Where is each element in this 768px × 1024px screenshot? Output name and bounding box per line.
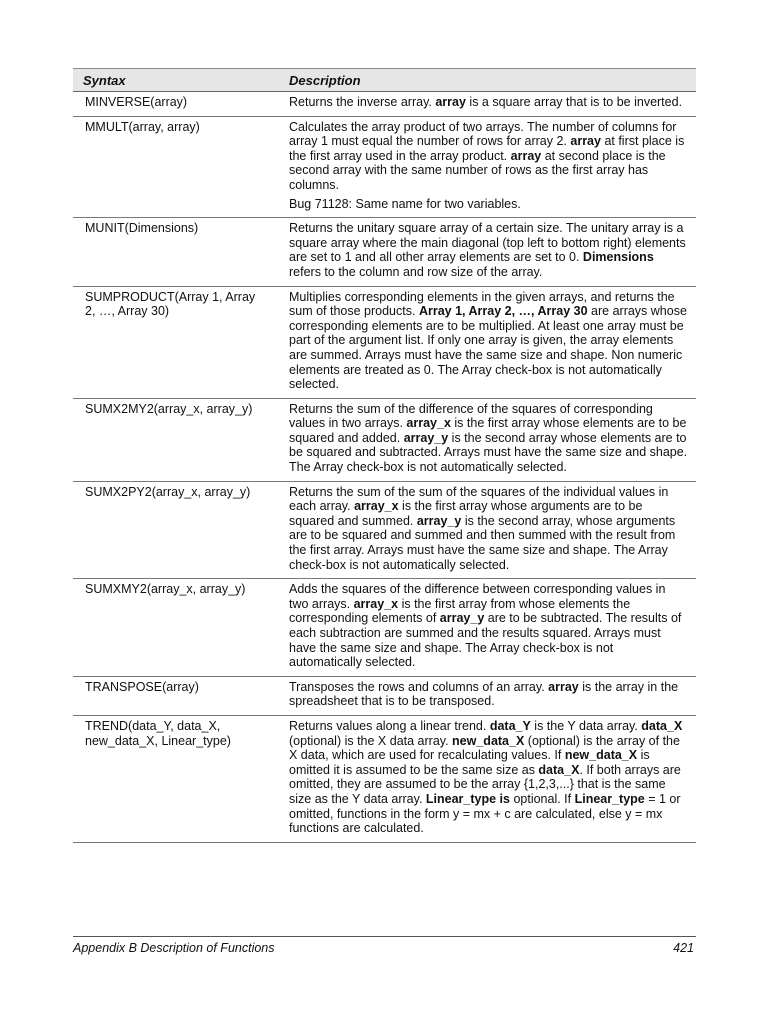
description-text: Returns the inverse array. [289,95,436,109]
description-paragraph [289,221,688,279]
description-text: at first place is the first array used in the array product. [289,134,685,163]
description-text: is the first array from whose elements the corresponding elements of [289,596,631,626]
description-paragraph [289,95,688,110]
syntax-cell: SUMXMY2(array_x, array_y) [73,579,279,677]
syntax-cell: SUMX2MY2(array_x, array_y) [73,398,279,481]
table-row [73,92,696,117]
table-row [73,715,696,842]
description-text: Returns the sum of the difference of the squares of corresponding values in two arrays. [289,401,653,431]
table-row [73,398,696,481]
description-text: (optional) is the array of the X data, which are used for recalculating values. If [289,733,680,763]
argument-name: array_x [354,499,399,514]
function-table [73,68,696,843]
argument-name: array_x [406,416,451,431]
description-text: is omitted it is assumed to be the same size as [289,748,650,777]
description-cell [279,481,696,579]
function-table-container [73,68,696,843]
description-text: Transposes the rows and columns of an array. [289,679,549,694]
argument-name: array_x [353,596,399,611]
description-cell [279,116,696,218]
description-text: Returns the sum of the sum of the squares of the individual values in each array. [289,484,669,514]
description-text: are to be subtracted. The results of each subtraction are summed and the results squared. Arrays must have the same size and shape. The Array check-box is not automatically selected. [289,611,682,670]
description-text: Bug 71128: Same name for two variables. [289,196,521,211]
table-row [73,579,696,677]
table-header-row [73,69,696,92]
description-cell [279,579,696,677]
syntax-cell: MUNIT(Dimensions) [73,218,279,286]
description-paragraph [289,197,688,212]
argument-name: data_Y [489,718,531,733]
description-cell [279,218,696,286]
description-text: Calculates the array product of two arrays. The number of columns for array 1 must equal the number of rows for array 2. [289,119,677,149]
description-paragraph [289,290,688,392]
page-number: 421 [673,941,694,955]
description-cell [279,92,696,117]
description-text: optional. If [509,791,575,806]
syntax-header: Syntax [73,69,279,92]
syntax-cell: SUMX2PY2(array_x, array_y) [73,481,279,579]
argument-name: array [435,95,466,109]
description-text: are arrays whose corresponding elements are to be multiplied. At least one array must be part of the argument list. If only one array is given, the array elements are summed. Arrays must have the same size and shape. Non numeric elements are treated as 0. The Array check-box is not automatically selected. [289,304,687,392]
argument-name: new_data_X [564,748,638,763]
syntax-cell: TRANSPOSE(array) [73,676,279,715]
description-text: Returns values along a linear trend. [289,718,490,733]
description-paragraph [289,402,688,475]
description-text: is the array in the spreadsheet that is to be transposed. [289,679,679,709]
description-text: Adds the squares of the difference between corresponding values in two arrays. [289,582,666,611]
description-paragraph [289,719,688,836]
table-row [73,481,696,579]
description-text: Multiplies corresponding elements in the given arrays, and returns the sum of those products. [289,289,675,319]
table-row [73,218,696,286]
table-row [73,116,696,218]
description-text: is the second array, whose arguments are to be squared and summed and then summed with the result from the first array. Arrays must have the same size and shape. The Array check-box is not automatically selected. [289,513,676,572]
argument-name: array_y [403,430,449,445]
description-text: is the first array whose elements are to be squared and added. [289,416,687,445]
table-row [73,286,696,398]
table-row [73,676,696,715]
description-paragraph [289,582,688,670]
description-text: is the first array whose arguments are to be squared and summed. [289,499,643,528]
argument-name: data_X [641,718,683,733]
syntax-cell: MMULT(array, array) [73,116,279,218]
description-text: at second place is the second array with the same number of rows as the first array has columns. [289,148,666,192]
description-cell [279,715,696,842]
description-paragraph [289,485,688,573]
argument-name: new_data_X [452,733,525,748]
description-text: refers to the column and row size of the array. [289,264,543,279]
argument-name: array_y [439,611,485,626]
syntax-cell: SUMPRODUCT(Array 1, Array 2, …, Array 30) [73,286,279,398]
syntax-cell: TREND(data_Y, data_X, new_data_X, Linear_type) [73,715,279,842]
description-header: Description [279,69,696,92]
description-paragraph [289,120,688,193]
description-text: . If both arrays are omitted, they are assumed to be the array {1,2,3,...} that is the same size as the Y data array. [289,762,681,806]
description-text: is the second array whose elements are to be squared and subtracted. Arrays must have the same size and shape. The Array check-box is not automatically selected. [289,430,688,475]
argument-name: array [548,679,579,694]
argument-name: data_X [538,762,580,777]
argument-name: array [570,134,601,149]
argument-name: Linear_type is [425,791,510,806]
argument-name: Array 1, Array 2, …, Array 30 [418,304,588,319]
table-body [73,92,696,843]
description-text: is a square array that is to be inverted. [465,95,683,109]
argument-name: array_y [416,513,462,528]
description-text: is the Y data array. [530,718,642,733]
description-cell [279,676,696,715]
description-text: (optional) is the X data array. [289,733,453,748]
description-text: = 1 or omitted, functions in the form y = mx + c are calculated, else y = mx functions are calculated. [289,791,681,836]
description-text: Returns the unitary square array of a certain size. The unitary array is a square array where the main diagonal (top left to bottom right) elements are set to 1 and all other array elements are set to 0. [289,221,686,265]
description-cell [279,286,696,398]
syntax-cell: MINVERSE(array) [73,92,279,117]
description-cell [279,398,696,481]
argument-name: Linear_type [574,791,645,806]
description-paragraph [289,680,688,709]
argument-name: array [510,148,542,163]
argument-name: Dimensions [582,250,654,265]
footer-title: Appendix B Description of Functions [73,941,275,955]
page-footer [73,936,696,955]
